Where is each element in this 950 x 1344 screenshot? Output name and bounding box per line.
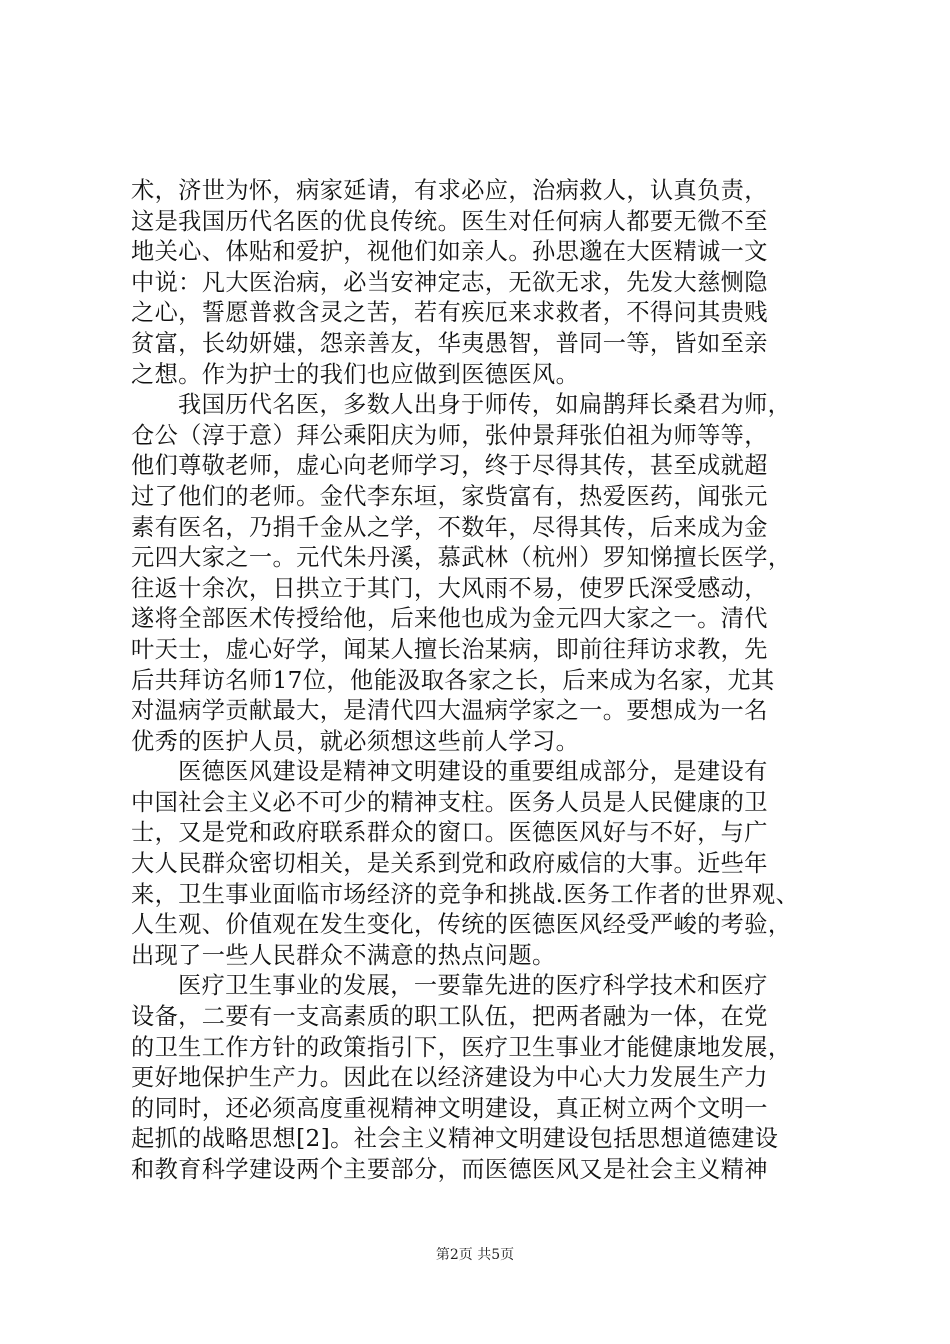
text-line: 来，卫生事业面临市场经济的竞争和挑战.医务工作者的世界观、 <box>131 880 800 908</box>
text-line: 遂将全部医术传授给他，后来他也成为金元四大家之一。清代 <box>131 605 768 633</box>
text-line: 出现了一些人民群众不满意的热点问题。 <box>131 941 556 969</box>
text-line: 仓公（淳于意）拜公乘阳庆为师，张仲景拜张伯祖为师等等， <box>131 421 768 449</box>
document-body <box>131 176 831 1186</box>
text-line: 更好地保护生产力。因此在以经济建设为中心大力发展生产力 <box>131 1064 768 1092</box>
text-line: 这是我国历代名医的优良传统。医生对任何病人都要无微不至 <box>131 207 768 235</box>
paragraph-first-line: 我国历代名医，多数人出身于师传，如扁鹊拜长桑君为师， <box>178 391 792 419</box>
text-line: 后共拜访名师17位，他能汲取各家之长，后来成为名家，尤其 <box>131 666 775 694</box>
text-line: 优秀的医护人员，就必须想这些前人学习。 <box>131 727 580 755</box>
text-line: 叶天士，虚心好学，闻某人擅长治某病，即前往拜访求教，先 <box>131 635 768 663</box>
text-line: 贫富，长幼妍媸，怨亲善友，华夷愚智，普同一等，皆如至亲 <box>131 329 768 357</box>
text-line: 元四大家之一。元代朱丹溪，慕武林（杭州）罗知悌擅长医学， <box>131 544 792 572</box>
paragraph-first-line: 医德医风建设是精神文明建设的重要组成部分，是建设有 <box>178 758 768 786</box>
text-line: 地关心、体贴和爱护，视他们如亲人。孙思邈在大医精诚一文 <box>131 238 768 266</box>
text-line: 过了他们的老师。金代李东垣，家赀富有，热爱医药，闻张元 <box>131 482 768 510</box>
text-line: 之心，誓愿普救含灵之苦，若有疾厄来求救者，不得问其贵贱 <box>131 299 768 327</box>
text-line: 术，济世为怀，病家延请，有求必应，治病救人，认真负责， <box>131 177 768 204</box>
text-line: 对温病学贡献最大，是清代四大温病学家之一。要想成为一名 <box>131 697 768 725</box>
text-line: 中说：凡大医治病，必当安神定志，无欲无求，先发大慈恻隐 <box>131 268 768 296</box>
text-line: 起抓的战略思想[2]。社会主义精神文明建设包括思想道德建设 <box>131 1125 779 1153</box>
text-line: 素有医名，乃捐千金从之学，不数年，尽得其传，后来成为金 <box>131 513 768 541</box>
text-line: 士，又是党和政府联系群众的窗口。医德医风好与不好，与广 <box>131 819 768 847</box>
page-number-footer: 第2页 共5页 <box>435 1247 515 1263</box>
text-line: 设备，二要有一支高素质的职工队伍，把两者融为一体，在党 <box>131 1003 768 1031</box>
text-line: 他们尊敬老师，虚心向老师学习，终于尽得其传，甚至成就超 <box>131 452 768 480</box>
paragraph-first-line: 医疗卫生事业的发展，一要靠先进的医疗科学技术和医疗 <box>178 972 768 1000</box>
text-line: 往返十余次，日拱立于其门，大风雨不易，使罗氏深受感动， <box>131 574 768 602</box>
text-line: 的卫生工作方针的政策指引下，医疗卫生事业才能健康地发展， <box>131 1033 792 1061</box>
text-line: 之想。作为护士的我们也应做到医德医风。 <box>131 360 580 388</box>
text-line: 和教育科学建设两个主要部分，而医德医风又是社会主义精神 <box>131 1156 768 1183</box>
text-line: 中国社会主义必不可少的精神支柱。医务人员是人民健康的卫 <box>131 788 768 816</box>
text-line: 人生观、价值观在发生变化，传统的医德医风经受严峻的考验， <box>131 911 792 939</box>
text-line: 的同时，还必须高度重视精神文明建设，真正树立两个文明一 <box>131 1094 768 1122</box>
text-line: 大人民群众密切相关，是关系到党和政府威信的大事。近些年 <box>131 850 768 878</box>
